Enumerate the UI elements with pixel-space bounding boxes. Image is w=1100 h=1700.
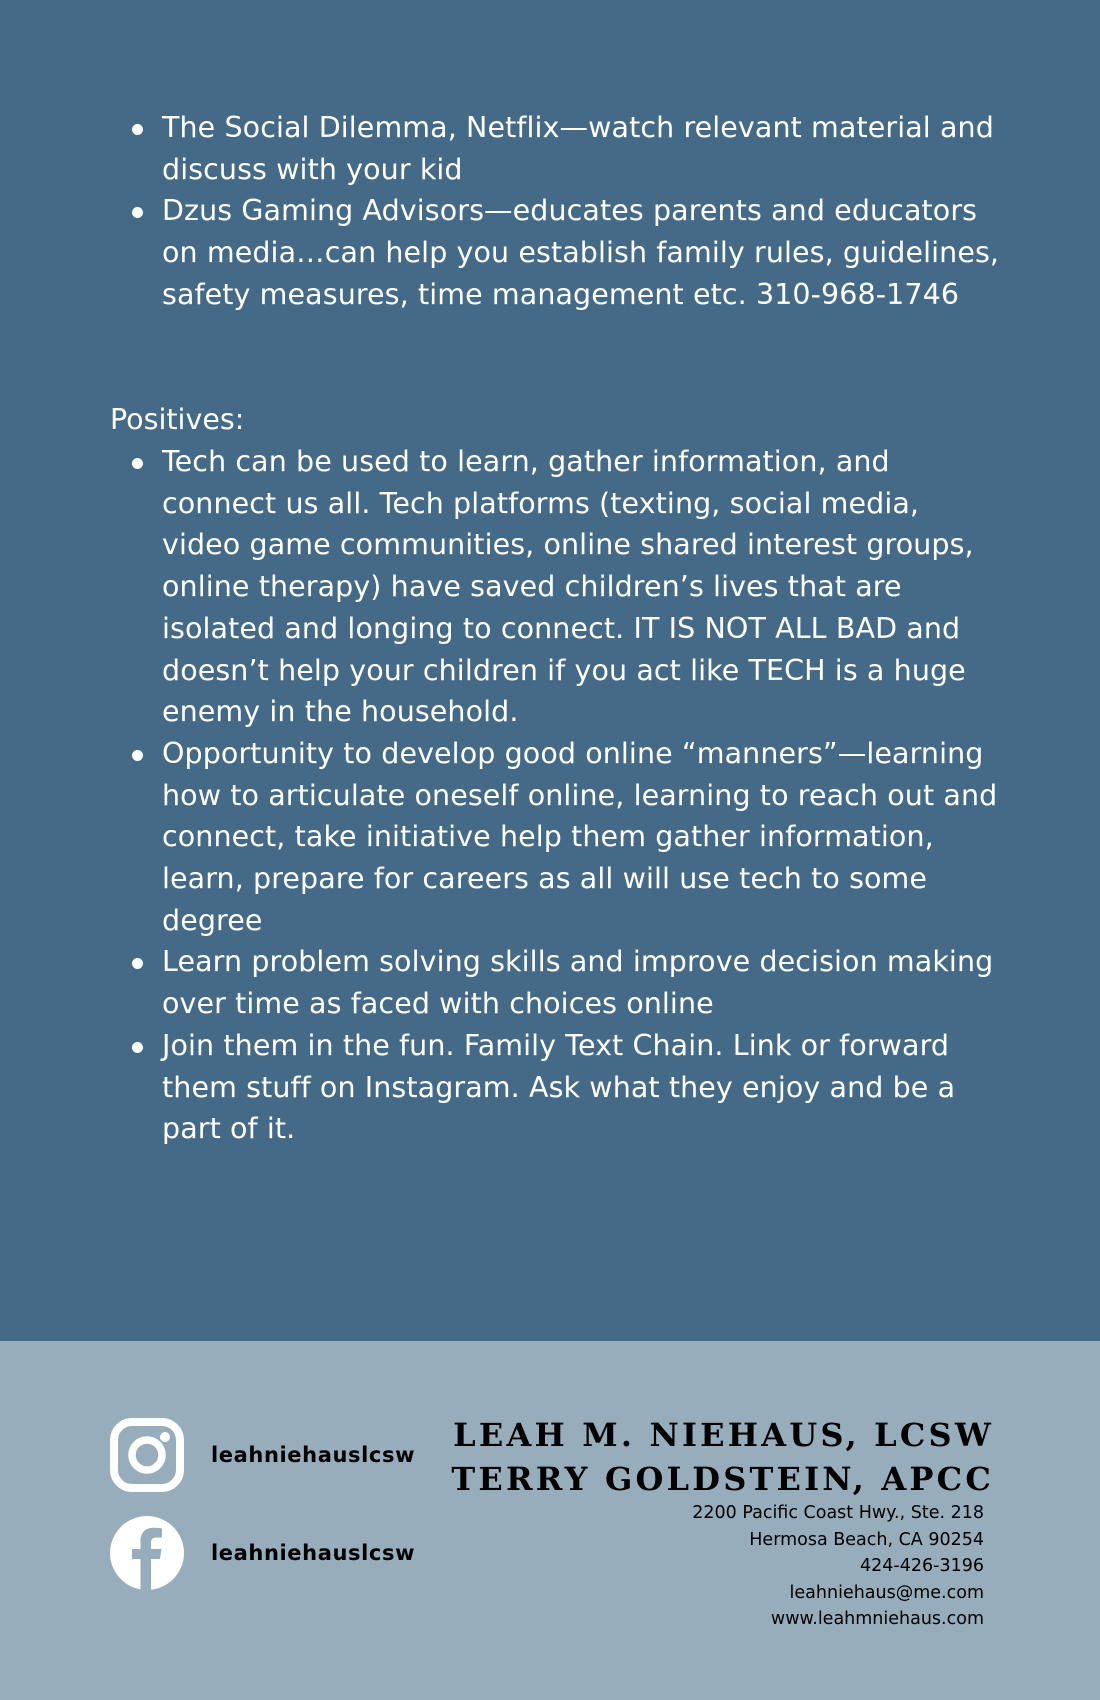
bullet-icon bbox=[132, 124, 143, 135]
list-item bbox=[162, 941, 1000, 1024]
list-item bbox=[162, 733, 1000, 942]
list-item-text: Tech can be used to learn, gather information, and connect us all. Tech platforms (texting, social media, video game communities, online shared interest groups, online therapy) have saved children’s lives that are isolated and longing to connect. IT IS NOT ALL BAD and doesn’t help your children if you act like TECH is a huge enemy in the household. bbox=[162, 445, 974, 729]
list-item bbox=[162, 190, 1000, 315]
instagram-handle[interactable]: leahniehauslcsw bbox=[211, 1442, 416, 1467]
website-link[interactable]: www.leahmniehaus.com bbox=[770, 1609, 984, 1630]
positives-list bbox=[162, 441, 1000, 1150]
facebook-handle[interactable]: leahniehauslcsw bbox=[211, 1540, 416, 1565]
practitioner-names bbox=[451, 1413, 994, 1501]
bullet-icon bbox=[132, 207, 143, 218]
contact-block bbox=[692, 1500, 984, 1633]
phone-number[interactable]: 424-426-3196 bbox=[860, 1556, 984, 1577]
facebook-link[interactable] bbox=[109, 1515, 415, 1590]
name-terry-goldstein: TERRY GOLDSTEIN, APCC bbox=[451, 1460, 994, 1498]
list-item-text: The Social Dilemma, Netflix—watch relevant material and discuss with your kid bbox=[162, 111, 994, 186]
list-item bbox=[162, 1025, 1000, 1150]
bullet-icon bbox=[132, 958, 143, 969]
address-line-2: Hermosa Beach, CA 90254 bbox=[749, 1529, 984, 1550]
list-item-text: Join them in the fun. Family Text Chain. Link or forward them stuff on Instagram. Ask what they enjoy and be a part of it. bbox=[162, 1028, 956, 1146]
facebook-icon bbox=[109, 1515, 185, 1591]
name-leah-niehaus: LEAH M. NIEHAUS, LCSW bbox=[453, 1416, 994, 1454]
list-item bbox=[162, 107, 1000, 190]
bullet-icon bbox=[132, 750, 143, 761]
bullet-icon bbox=[132, 458, 143, 469]
email-link[interactable]: leahniehaus@me.com bbox=[789, 1582, 984, 1603]
resources-list bbox=[162, 107, 1000, 316]
list-item-text: Learn problem solving skills and improve decision making over time as faced with choices online bbox=[162, 945, 994, 1021]
list-item bbox=[162, 441, 1000, 733]
bullet-icon bbox=[132, 1042, 143, 1053]
positives-heading: Positives: bbox=[110, 403, 245, 436]
instagram-icon bbox=[109, 1417, 185, 1493]
list-item-text: Opportunity to develop good online “manners”—learning how to articulate oneself online, learning to reach out and connect, take initiative help them gather information, learn, prepare for careers as all will use tech to some degree bbox=[162, 736, 998, 937]
address-line-1: 2200 Pacific Coast Hwy., Ste. 218 bbox=[692, 1503, 984, 1523]
instagram-link[interactable] bbox=[109, 1417, 415, 1492]
list-item-text: Dzus Gaming Advisors—educates parents and educators on media…can help you establish family rules, guidelines, safety measures, time management etc. 310-968-1746 bbox=[162, 194, 1000, 311]
